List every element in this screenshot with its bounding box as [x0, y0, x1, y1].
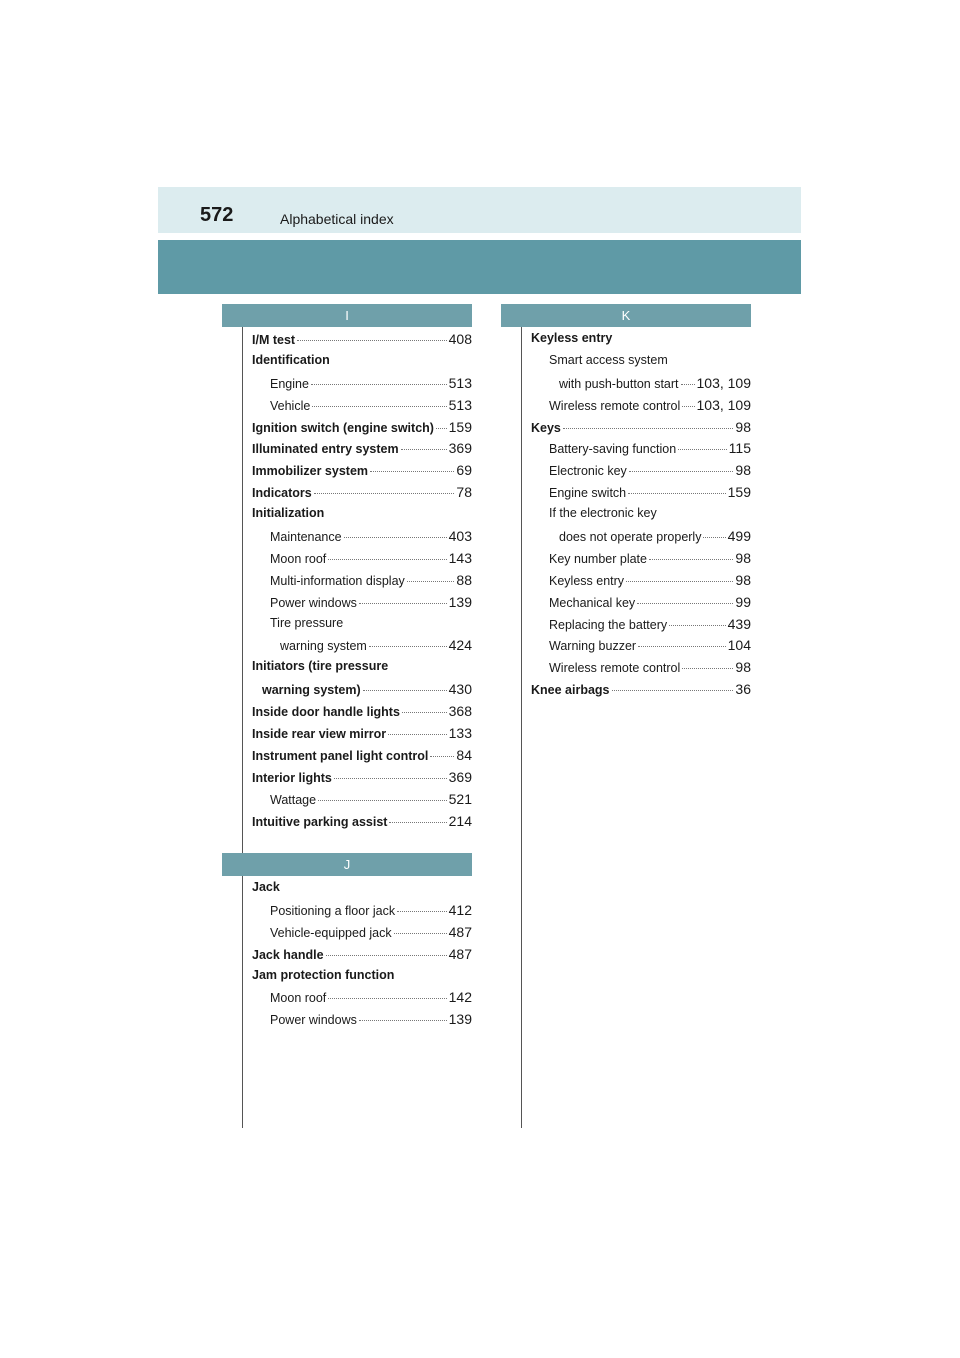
index-subentry[interactable]: with push-button start 103, 109 — [559, 374, 751, 391]
index-entry[interactable]: Inside rear view mirror 133 — [252, 725, 472, 742]
index-subentry[interactable]: Mechanical key 99 — [549, 593, 751, 610]
index-subentry[interactable]: Battery-saving function 115 — [549, 440, 751, 457]
index-subentry[interactable]: Wireless remote control 98 — [549, 659, 751, 676]
index-subentry: Tire pressure — [270, 615, 344, 630]
index-entry: Initialization — [252, 506, 325, 521]
index-subentry: If the electronic key — [549, 506, 657, 521]
index-entry[interactable]: Intuitive parking assist 214 — [252, 812, 472, 829]
header-band — [158, 240, 801, 294]
index-subentry[interactable]: does not operate properly 499 — [559, 528, 751, 545]
section-k-entries — [501, 331, 751, 703]
index-entry[interactable]: Keys 98 — [531, 418, 751, 435]
index-entry[interactable]: Knee airbags 36 — [531, 681, 751, 698]
index-entry[interactable]: Indicators 78 — [252, 484, 472, 501]
section-k — [501, 304, 751, 703]
section-j-entries — [222, 880, 472, 1033]
index-entry: Jam protection function — [252, 967, 395, 982]
index-subentry[interactable]: Positioning a floor jack 412 — [270, 901, 472, 918]
index-subentry: Smart access system — [549, 352, 668, 367]
index-subentry[interactable]: Moon roof 143 — [270, 549, 472, 566]
index-entry: Jack — [252, 880, 280, 894]
index-subentry[interactable]: Multi-information display 88 — [270, 571, 472, 588]
section-j — [222, 853, 472, 1033]
index-subentry[interactable]: warning system 424 — [280, 637, 472, 654]
section-letter-k: K — [501, 304, 751, 327]
index-entry: Initiators (tire pressure — [252, 659, 389, 674]
index-subentry[interactable]: Engine 513 — [270, 374, 472, 391]
header-bar — [158, 187, 801, 233]
index-subentry[interactable]: Warning buzzer 104 — [549, 637, 751, 654]
index-subentry[interactable]: Keyless entry 98 — [549, 571, 751, 588]
section-i — [222, 304, 472, 834]
index-subentry[interactable]: Wattage 521 — [270, 790, 472, 807]
index-subentry[interactable]: Electronic key 98 — [549, 462, 751, 479]
index-entry[interactable]: warning system) 430 — [262, 681, 472, 698]
section-title: Alphabetical index — [280, 211, 394, 227]
index-entry[interactable]: Jack handle 487 — [252, 945, 472, 962]
index-subentry[interactable]: Key number plate 98 — [549, 549, 751, 566]
index-subentry[interactable]: Vehicle 513 — [270, 396, 472, 413]
index-subentry[interactable]: Power windows 139 — [270, 1011, 472, 1028]
index-entry[interactable]: Ignition switch (engine switch) 159 — [252, 418, 472, 435]
section-letter-i: I — [222, 304, 472, 327]
section-i-entries — [222, 331, 472, 834]
index-subentry[interactable]: Vehicle-equipped jack 487 — [270, 923, 472, 940]
index-entry[interactable]: I/M test 408 — [252, 331, 472, 347]
index-entry: Keyless entry — [531, 331, 613, 345]
index-entry: Identification — [252, 352, 330, 367]
index-entry[interactable]: Immobilizer system 69 — [252, 462, 472, 479]
index-subentry[interactable]: Moon roof 142 — [270, 989, 472, 1006]
index-subentry[interactable]: Maintenance 403 — [270, 528, 472, 545]
index-subentry[interactable]: Engine switch 159 — [549, 484, 751, 501]
page-number: 572 — [200, 204, 234, 226]
section-letter-j: J — [222, 853, 472, 876]
index-entry[interactable]: Instrument panel light control 84 — [252, 746, 472, 763]
index-subentry[interactable]: Wireless remote control 103, 109 — [549, 396, 751, 413]
index-entry[interactable]: Illuminated entry system 369 — [252, 440, 472, 457]
index-entry[interactable]: Interior lights 369 — [252, 768, 472, 785]
index-subentry[interactable]: Power windows 139 — [270, 593, 472, 610]
index-subentry[interactable]: Replacing the battery 439 — [549, 615, 751, 632]
index-entry[interactable]: Inside door handle lights 368 — [252, 703, 472, 720]
